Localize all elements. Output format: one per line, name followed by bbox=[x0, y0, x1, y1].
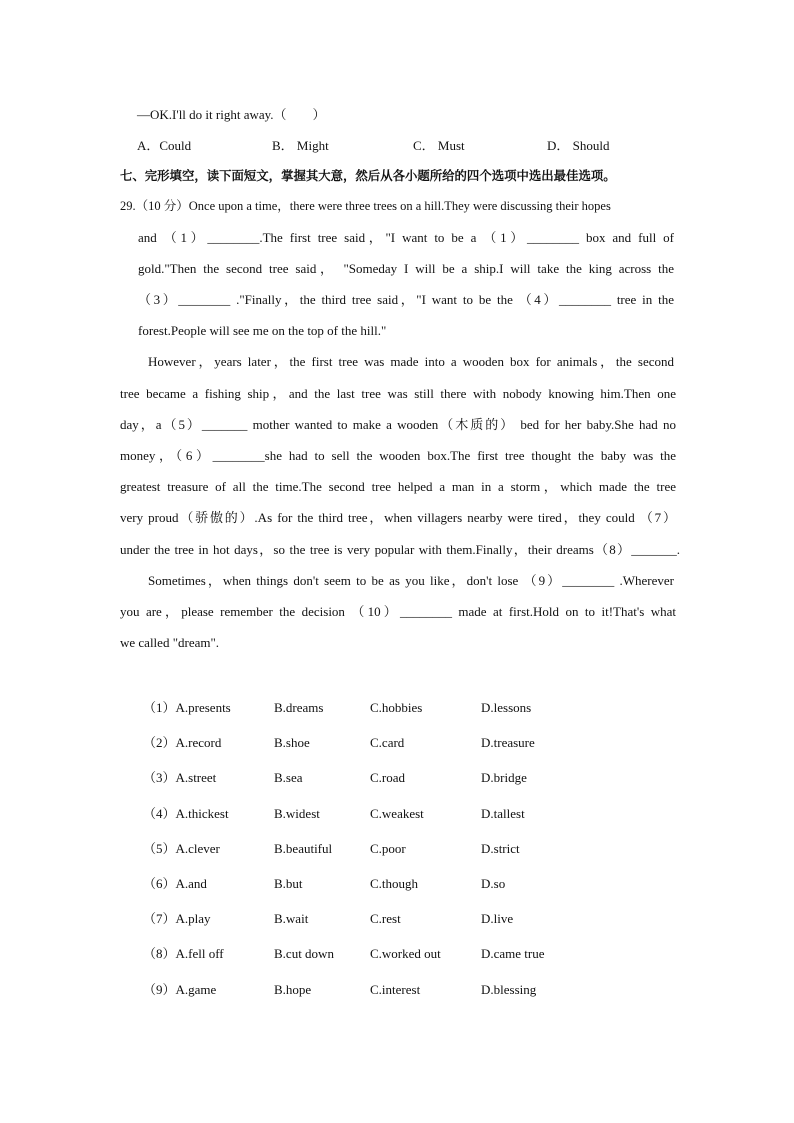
choice-option-b: B.cut down bbox=[274, 946, 334, 962]
q28-option-d: D． Should bbox=[547, 138, 610, 153]
choice-option-b: B.but bbox=[274, 876, 303, 891]
q28-option-a: A．Could bbox=[137, 138, 192, 153]
passage-line-1: 29.（10 分）Once upon a time，there were three trees on a hill.They were discussing their hopes bbox=[120, 199, 611, 213]
passage-line-5: forest.People will see me on the top of the hill." bbox=[138, 323, 387, 338]
choice-row bbox=[0, 981, 794, 999]
choice-row bbox=[0, 734, 794, 752]
choice-option-d: D.bridge bbox=[481, 770, 527, 786]
choice-option-c: C.rest bbox=[370, 911, 401, 927]
choice-option-c: C.worked out bbox=[370, 946, 441, 962]
passage-line-2: and （1）________.The first tree said，"I want to be a （1）________ box and full of bbox=[138, 230, 674, 245]
choice-option-d: D.so bbox=[481, 876, 506, 891]
passage-line-9: money，（6）________she had to sell the wooden box.The first tree thought the baby was the bbox=[120, 448, 676, 463]
passage-line-6: However，years later，the first tree was made into a wooden box for animals，the second bbox=[148, 354, 674, 369]
passage-line-14: you are，please remember the decision （10）________ made at first.Hold on to it!That's what bbox=[120, 604, 676, 619]
passage-line-13: Sometimes，when things don't seem to be as you like，don't lose （9）________ .Wherever bbox=[148, 573, 674, 588]
choice-row bbox=[0, 945, 794, 963]
choice-row bbox=[0, 875, 794, 893]
choice-option-b: B.beautiful bbox=[274, 840, 333, 856]
passage-line-10: greatest treasure of all the time.The second tree helped a man in a storm，which made the tree bbox=[120, 479, 676, 494]
choice-option-c: C.though bbox=[370, 876, 419, 891]
passage-line-15: we called "dream". bbox=[120, 635, 220, 650]
choice-option-d: D.blessing bbox=[481, 981, 537, 997]
choice-row bbox=[0, 910, 794, 928]
choice-option-d: D.lessons bbox=[481, 700, 532, 715]
choice-option-c: C.hobbies bbox=[370, 700, 423, 715]
passage-line-7: tree became a fishing ship，and the last tree was still there with nobody knowing him.Then one bbox=[120, 386, 676, 401]
choice-option-a: （7）A.play bbox=[143, 911, 211, 927]
choice-option-a: （1）A.presents bbox=[143, 700, 231, 715]
choice-option-a: （6）A.and bbox=[143, 876, 207, 891]
passage-line-12: under the tree in hot days，so the tree is very popular with them.Finally，their dreams（8）_______. bbox=[120, 542, 680, 557]
choice-option-a: （9）A.game bbox=[143, 981, 217, 997]
q28-reply-line: —OK.I'll do it right away.（ ） bbox=[137, 107, 326, 122]
choice-option-d: D.came true bbox=[481, 946, 545, 962]
choice-option-a: （5）A.clever bbox=[143, 840, 220, 856]
choice-row bbox=[0, 805, 794, 823]
choice-option-a: （4）A.thickest bbox=[143, 805, 229, 821]
choice-option-c: C.weakest bbox=[370, 805, 424, 821]
choice-row bbox=[0, 840, 794, 858]
choice-option-b: B.widest bbox=[274, 805, 320, 821]
choice-row bbox=[0, 769, 794, 787]
passage-line-3: gold."Then the second tree said， "Someday I will be a ship.I will take the king across the bbox=[138, 261, 674, 276]
choice-option-b: B.wait bbox=[274, 911, 309, 927]
choice-option-b: B.dreams bbox=[274, 700, 324, 715]
section-7-heading: 七、完形填空，读下面短文，掌握其大意，然后从各小题所给的四个选项中选出最佳选项。 bbox=[120, 168, 616, 183]
q28-option-c: C． Must bbox=[413, 138, 465, 153]
choice-option-c: C.card bbox=[370, 735, 405, 751]
passage-line-11: very proud（骄傲的）.As for the third tree，when villagers nearby were tired，they could （7） bbox=[120, 510, 676, 525]
choice-option-d: D.tallest bbox=[481, 805, 525, 821]
choice-option-b: B.sea bbox=[274, 770, 303, 786]
choice-row bbox=[0, 699, 794, 717]
choice-option-d: D.strict bbox=[481, 840, 520, 856]
choice-option-a: （3）A.street bbox=[143, 770, 217, 786]
q28-option-b: B． Might bbox=[272, 138, 329, 153]
choice-option-b: B.hope bbox=[274, 981, 312, 997]
choice-option-b: B.shoe bbox=[274, 735, 310, 751]
choice-option-c: C.interest bbox=[370, 981, 421, 997]
choice-option-d: D.treasure bbox=[481, 735, 535, 751]
passage-line-8: day，a（5）_______ mother wanted to make a wooden（木质的） bed for her baby.She had no bbox=[120, 417, 676, 432]
choice-option-d: D.live bbox=[481, 911, 514, 927]
choice-option-a: （8）A.fell off bbox=[143, 946, 224, 962]
choice-option-c: C.road bbox=[370, 770, 406, 786]
choice-option-a: （2）A.record bbox=[143, 735, 222, 751]
choice-option-c: C.poor bbox=[370, 840, 406, 856]
passage-line-4: （3）________ ."Finally，the third tree said，"I want to be the （4）________ tree in the bbox=[138, 292, 674, 307]
